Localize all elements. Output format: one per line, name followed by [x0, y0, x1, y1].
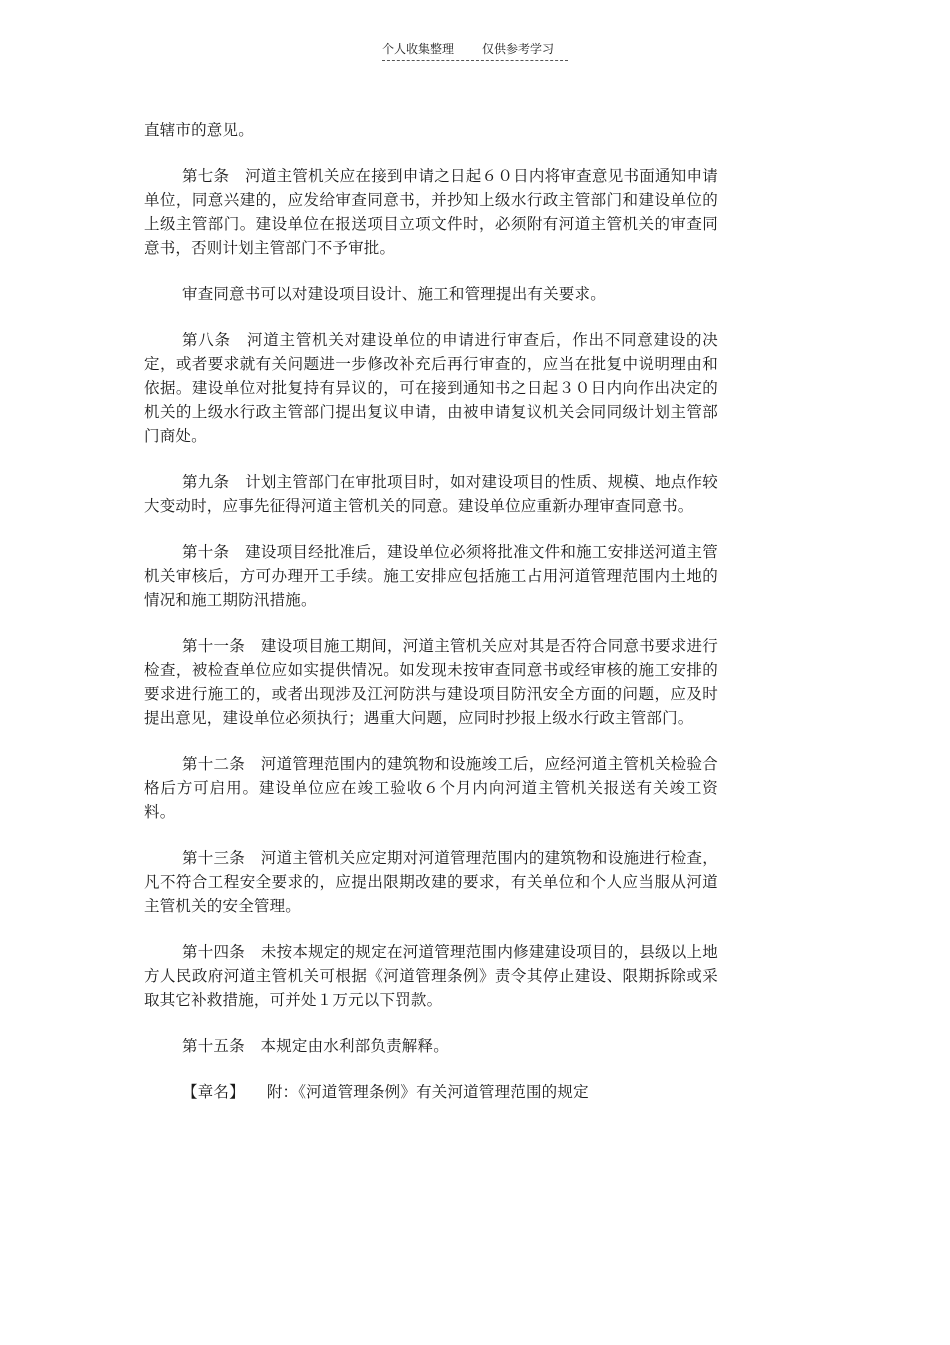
paragraph: 直辖市的意见。: [144, 121, 254, 139]
article-11: 第十一条 建设项目施工期间，河道主管机关应对其是否符合同意书要求进行检查，被检查单位应如实提供情况。如发现未按审查同意书或经审核的施工安排的要求进行施工的，或者出现涉及江河防洪与建设项目防汛安全方面的问题，应及时提出意见，建设单位必须执行；遇重大问题，应同时抄报上级水行政主管部门。: [144, 637, 718, 727]
article-10: 第十条 建设项目经批准后，建设单位必须将批准文件和施工安排送河道主管机关审核后，方可办理开工手续。施工安排应包括施工占用河道管理范围内土地的情况和施工期防汛措施。: [144, 543, 718, 609]
chapter-title: 附：《河道管理条例》有关河道管理范围的规定: [266, 1083, 589, 1101]
document-body: [144, 118, 718, 1126]
page-header: [382, 40, 568, 61]
article-7: 第七条 河道主管机关应在接到申请之日起６０日内将审查意见书面通知申请单位，同意兴建的，应发给审查同意书，并抄知上级水行政主管部门和建设单位的上级主管部门。建设单位在报送项目立项文件时，必须附有河道主管机关的审查同意书，否则计划主管部门不予审批。: [144, 167, 718, 257]
article-13: 第十三条 河道主管机关应定期对河道管理范围内的建筑物和设施进行检查，凡不符合工程安全要求的，应提出限期改建的要求，有关单位和个人应当服从河道主管机关的安全管理。: [144, 849, 718, 915]
chapter-label: 【章名】: [182, 1083, 245, 1101]
article-7-note: 审查同意书可以对建设项目设计、施工和管理提出有关要求。: [182, 285, 606, 303]
chapter-heading: [144, 1080, 718, 1104]
article-15: 第十五条 本规定由水利部负责解释。: [182, 1037, 449, 1055]
article-14: 第十四条 未按本规定的规定在河道管理范围内修建建设项目的，县级以上地方人民政府河道主管机关可根据《河道管理条例》责令其停止建设、限期拆除或采取其它补救措施，可并处１万元以下罚款。: [144, 943, 718, 1009]
header-right-text: 仅供参考学习: [482, 42, 555, 56]
article-9: 第九条 计划主管部门在审批项目时，如对建设项目的性质、规模、地点作较大变动时，应事先征得河道主管机关的同意。建设单位应重新办理审查同意书。: [144, 473, 718, 515]
article-12: 第十二条 河道管理范围内的建筑物和设施竣工后，应经河道主管机关检验合格后方可启用。建设单位应在竣工验收６个月内向河道主管机关报送有关竣工资料。: [144, 755, 718, 821]
header-left-text: 个人收集整理: [382, 42, 455, 56]
article-8: 第八条 河道主管机关对建设单位的申请进行审查后，作出不同意建设的决定，或者要求就有关问题进一步修改补充后再行审查的，应当在批复中说明理由和依据。建设单位对批复持有异议的，可在接到通知书之日起３０日内向作出决定的机关的上级水行政主管部门提出复议申请，由被申请复议机关会同同级计划主管部门商处。: [144, 331, 718, 445]
